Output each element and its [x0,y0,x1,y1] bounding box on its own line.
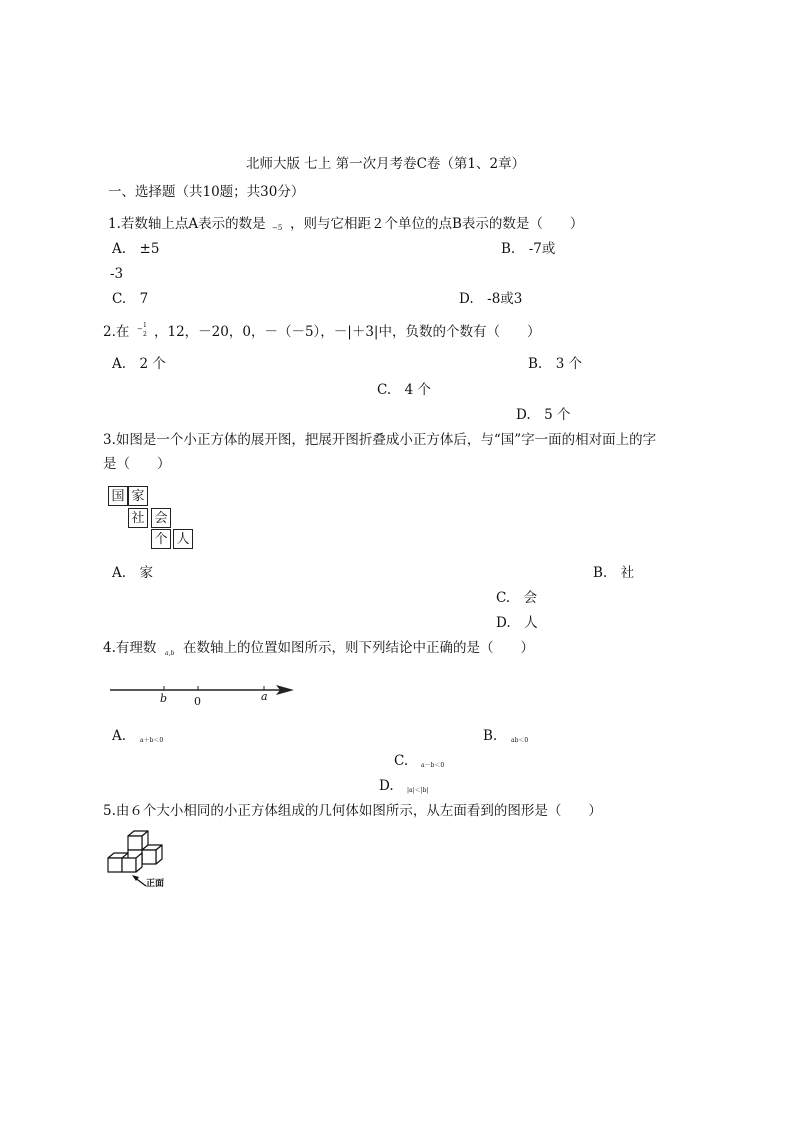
net-cell-5: 个 [151,529,171,549]
q2-option-a: A. 2 个 [112,356,166,372]
solid-left-cube-front [108,858,122,872]
q1-formula: −5 [272,224,283,232]
q1-option-a: A. ±5 [112,241,160,257]
q4-option-a-formula: a＋b＜0 [140,737,164,744]
axis-label-zero: 0 [194,695,201,708]
q4-option-c: C. [394,753,409,769]
q3-stem-line-1: 3.如图是一个小正方体的展开图，把展开图折叠成小正方体后，与“国”字一面的相对面上的字 [103,432,657,448]
page-title: 北师大版 七上 第一次月考卷C卷（第1、2章） [246,156,526,172]
axis-label-a: a [261,690,268,703]
q4-option-c-formula: a－b＜0 [421,762,445,769]
solid-front-middle-cube [122,858,136,872]
front-label: 正面 [146,879,165,889]
q4-stem-end: 在数轴上的位置如图所示，则下列结论中正确的是（ ） [183,640,534,656]
q3-option-c: C. 会 [496,590,538,606]
solid-right-cube-front [142,850,156,864]
q2-option-b: B. 3 个 [528,356,583,372]
net-cell-4: 会 [151,508,171,528]
q2-fraction-numerator: 1 [143,322,147,329]
q2-stem-end: ，12，－20，0，－（－5），－|＋3|中，负数的个数有（ ） [154,324,541,340]
q1-stem-start: 1.若数轴上点A表示的数是 [108,216,266,232]
q4-option-a: A. [112,728,127,744]
q2-fraction-denominator: 2 [143,331,147,338]
q4-option-b: B. [483,728,498,744]
solid-left-cube-top [108,853,128,858]
q3-option-a: A. 家 [112,565,154,581]
net-cell-6: 人 [173,529,193,549]
q2-minus: − [137,325,143,333]
q1-stem-end: ，则与它相距２个单位的点B表示的数是（ ） [290,216,584,232]
q1-option-b-continued: -3 [110,266,124,282]
q4-stem-start: 4.有理数 [103,640,157,656]
number-line-figure [108,680,308,710]
q1-option-b: B. -7或 [501,241,556,257]
axis-label-b: b [160,692,168,705]
q4-variables: a,b [165,650,175,657]
q2-option-c: C. 4 个 [377,382,432,398]
q4-option-d: D. [379,778,394,794]
section-heading: 一、选择题（共10题；共30分） [108,184,305,200]
q1-option-c: C. 7 [112,291,149,307]
q2-stem-start: 2.在 [103,324,130,340]
q3-option-d: D. 人 [496,615,538,631]
q3-stem-line-2: 是（ ） [103,456,171,472]
cube-net-figure [108,486,198,550]
net-cell-3: 社 [128,508,148,528]
q4-option-d-formula: |a|＜|b| [407,787,429,794]
net-cell-2: 家 [128,486,148,506]
q1-option-d: D. -8或3 [459,291,523,307]
q5-stem: 5.由６个大小相同的小正方体组成的几何体如图所示，从左面看到的图形是（ ） [103,803,602,819]
net-cell-1: 国 [108,486,128,506]
solid-top-cube-front [128,836,142,850]
q4-option-b-formula: ab＜0 [511,737,529,744]
q2-option-d: D. 5 个 [516,407,571,423]
q3-option-b: B. 社 [593,565,635,581]
